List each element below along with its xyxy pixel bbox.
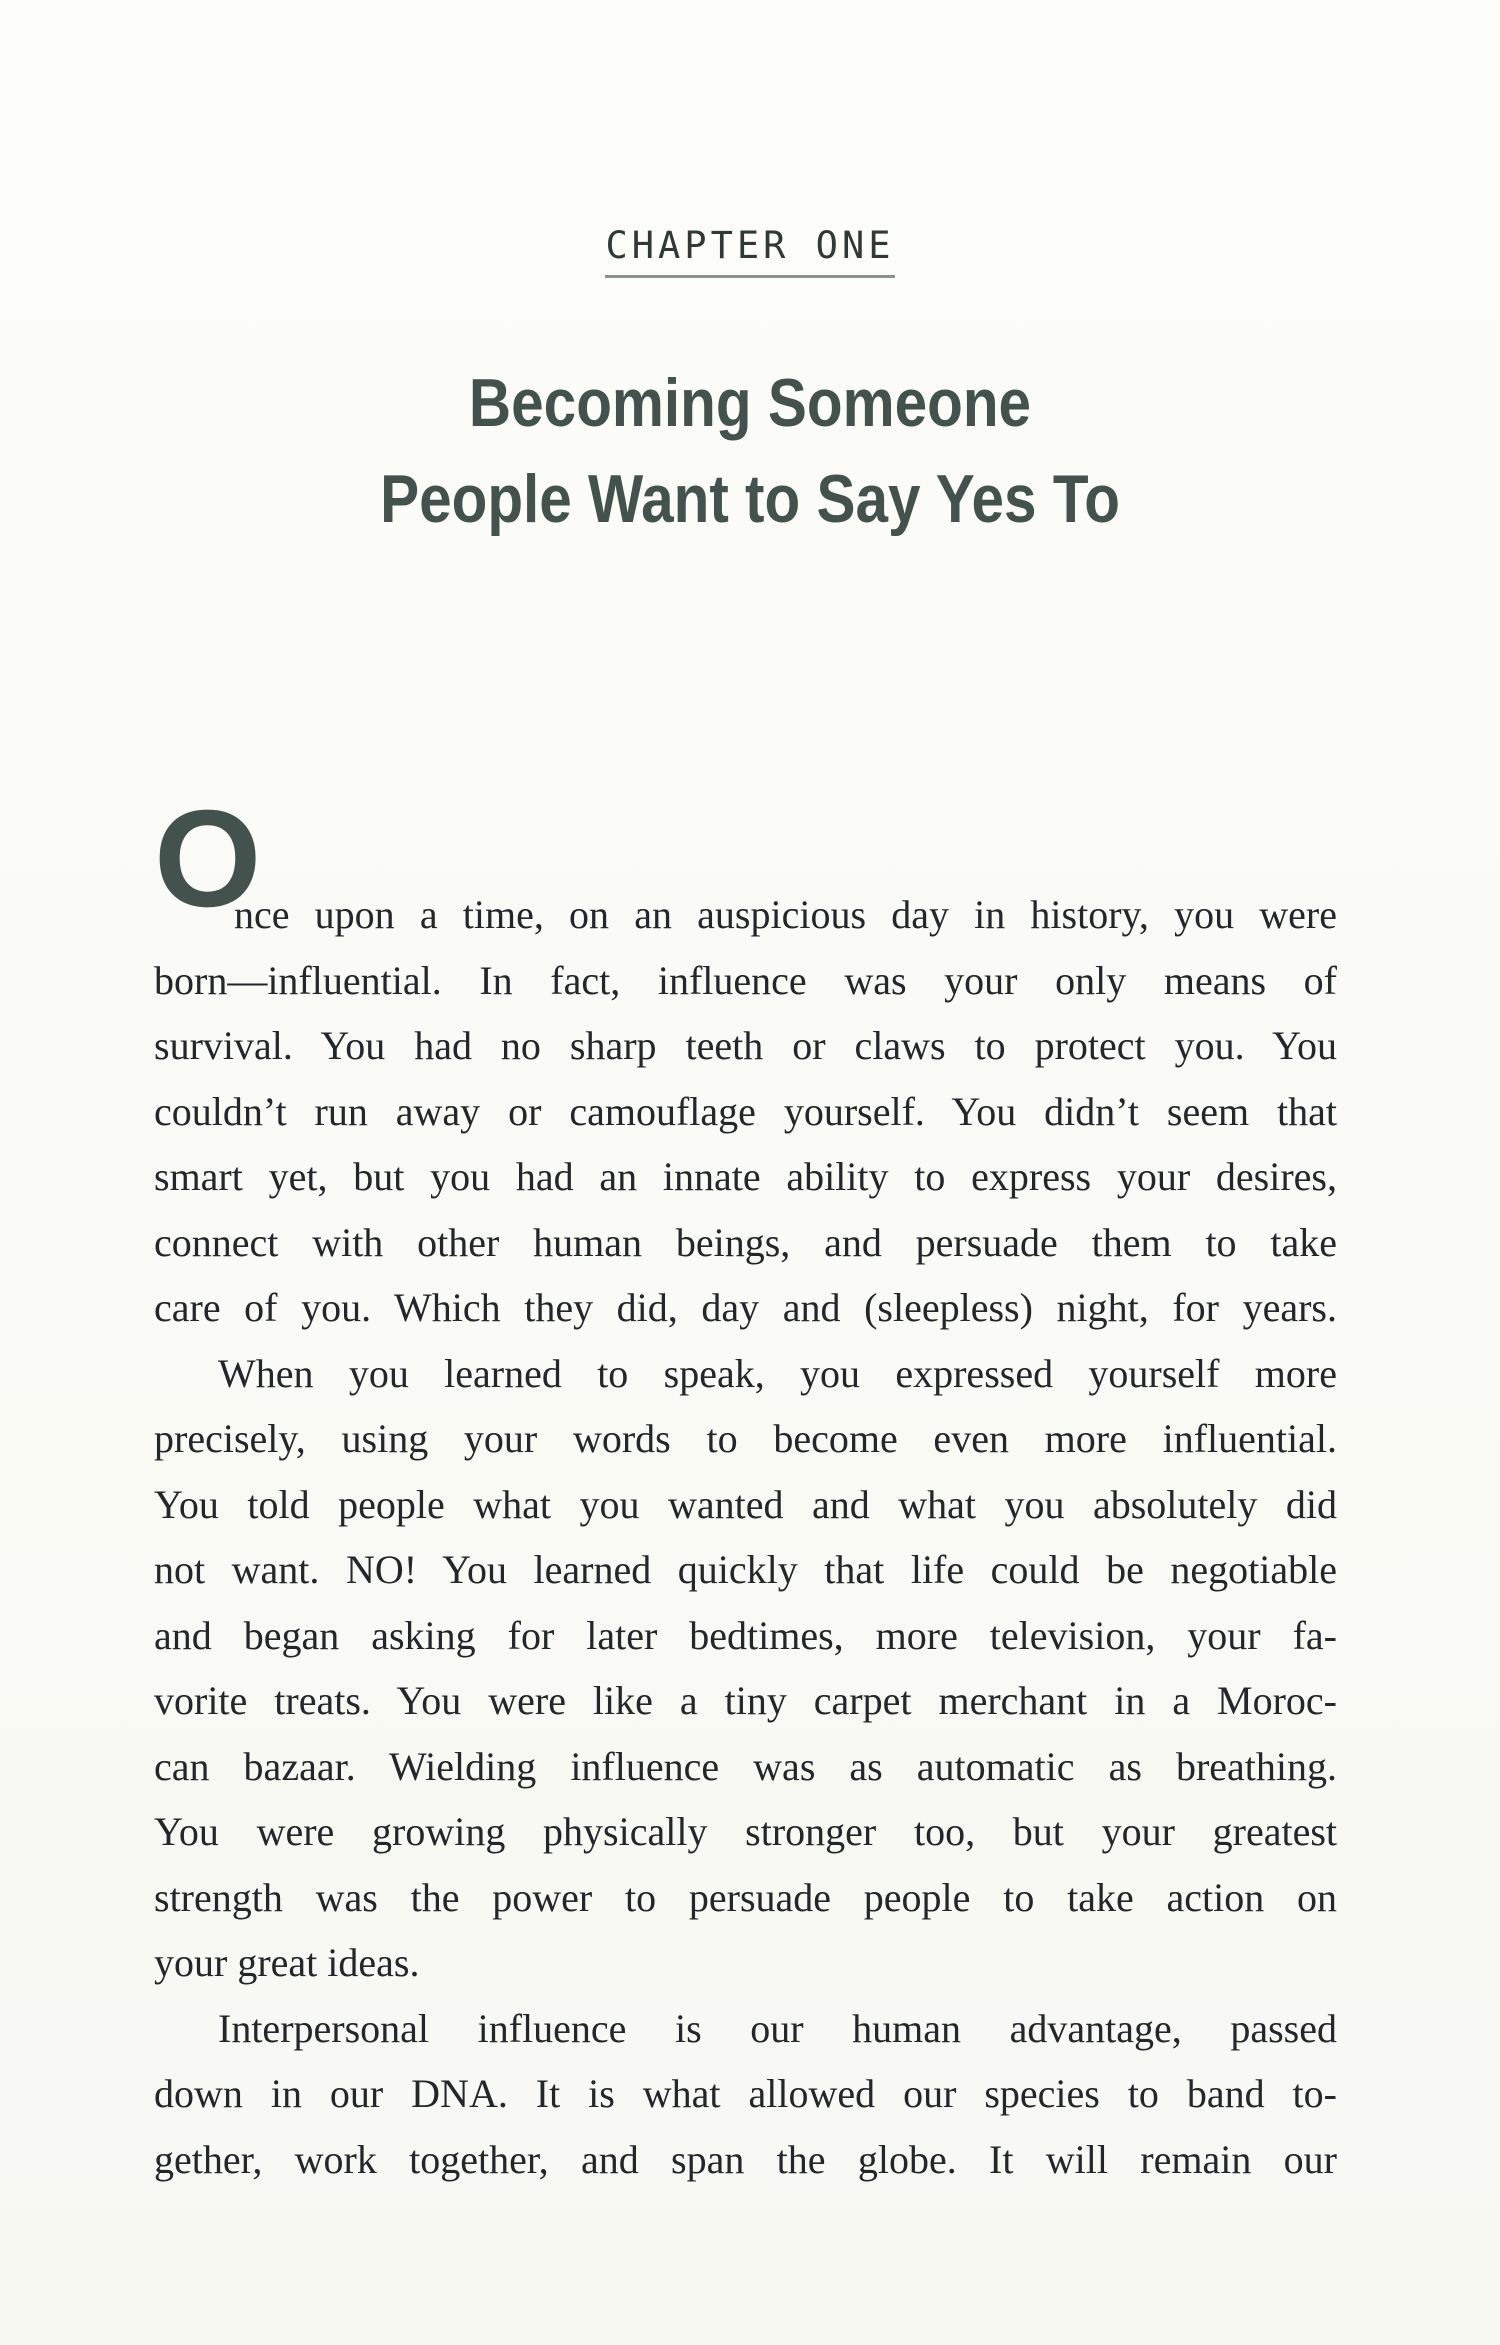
paragraph-line: born—influential. In fact, influence was your only means of	[154, 957, 1337, 1003]
paragraph-line: can bazaar. Wielding influence was as automatic as breathing.	[154, 1743, 1337, 1789]
chapter-title-line-1: Becoming Someone	[468, 365, 1032, 441]
paragraph-line: gether, work together, and span the globe. It will remain our	[154, 2136, 1337, 2182]
chapter-label-text: CHAPTER ONE	[605, 224, 894, 278]
paragraph-line: When you learned to speak, you expressed yourself more	[218, 1350, 1337, 1396]
paragraph-line: connect with other human beings, and persuade them to take	[154, 1219, 1337, 1265]
paragraph-line: Interpersonal influence is our human advantage, passed	[218, 2005, 1337, 2051]
paragraph-line: not want. NO! You learned quickly that life could be negotiable	[154, 1547, 1337, 1592]
paragraph-line: You told people what you wanted and what you absolutely did	[154, 1481, 1337, 1527]
paragraph-line: precisely, using your words to become even more influential.	[154, 1416, 1337, 1461]
paragraph-line: You were growing physically stronger too, but your greatest	[154, 1809, 1337, 1854]
paragraph-line: and began asking for later bedtimes, more television, your fa-	[154, 1612, 1337, 1658]
body-text	[154, 882, 1337, 2192]
paragraph-line: survival. You had no sharp teeth or claws to protect you. You	[154, 1023, 1337, 1068]
chapter-label	[0, 224, 1500, 278]
paragraph-2	[154, 1341, 1337, 1996]
paragraph-1	[154, 882, 1337, 1341]
paragraph-line: couldn’t run away or camouflage yourself. You didn’t seem that	[154, 1088, 1337, 1134]
paragraph-line: care of you. Which they did, day and (sleepless) night, for years.	[154, 1285, 1337, 1330]
paragraph-line: vorite treats. You were like a tiny carpet merchant in a Moroc-	[154, 1678, 1337, 1723]
paragraph-3	[154, 1996, 1337, 2193]
chapter-title	[105, 355, 1395, 547]
paragraph-line: strength was the power to persuade people to take action on	[154, 1874, 1337, 1920]
paragraph-line: smart yet, but you had an innate ability to express your desires,	[154, 1154, 1337, 1199]
chapter-title-line-2: People Want to Say Yes To	[380, 461, 1120, 537]
drop-cap: O	[154, 782, 262, 936]
paragraph-line: down in our DNA. It is what allowed our species to band to-	[154, 2071, 1337, 2116]
paragraph-line: your great ideas.	[154, 1940, 420, 1985]
paragraph-line: nce upon a time, on an auspicious day in history, you were	[234, 892, 1337, 937]
